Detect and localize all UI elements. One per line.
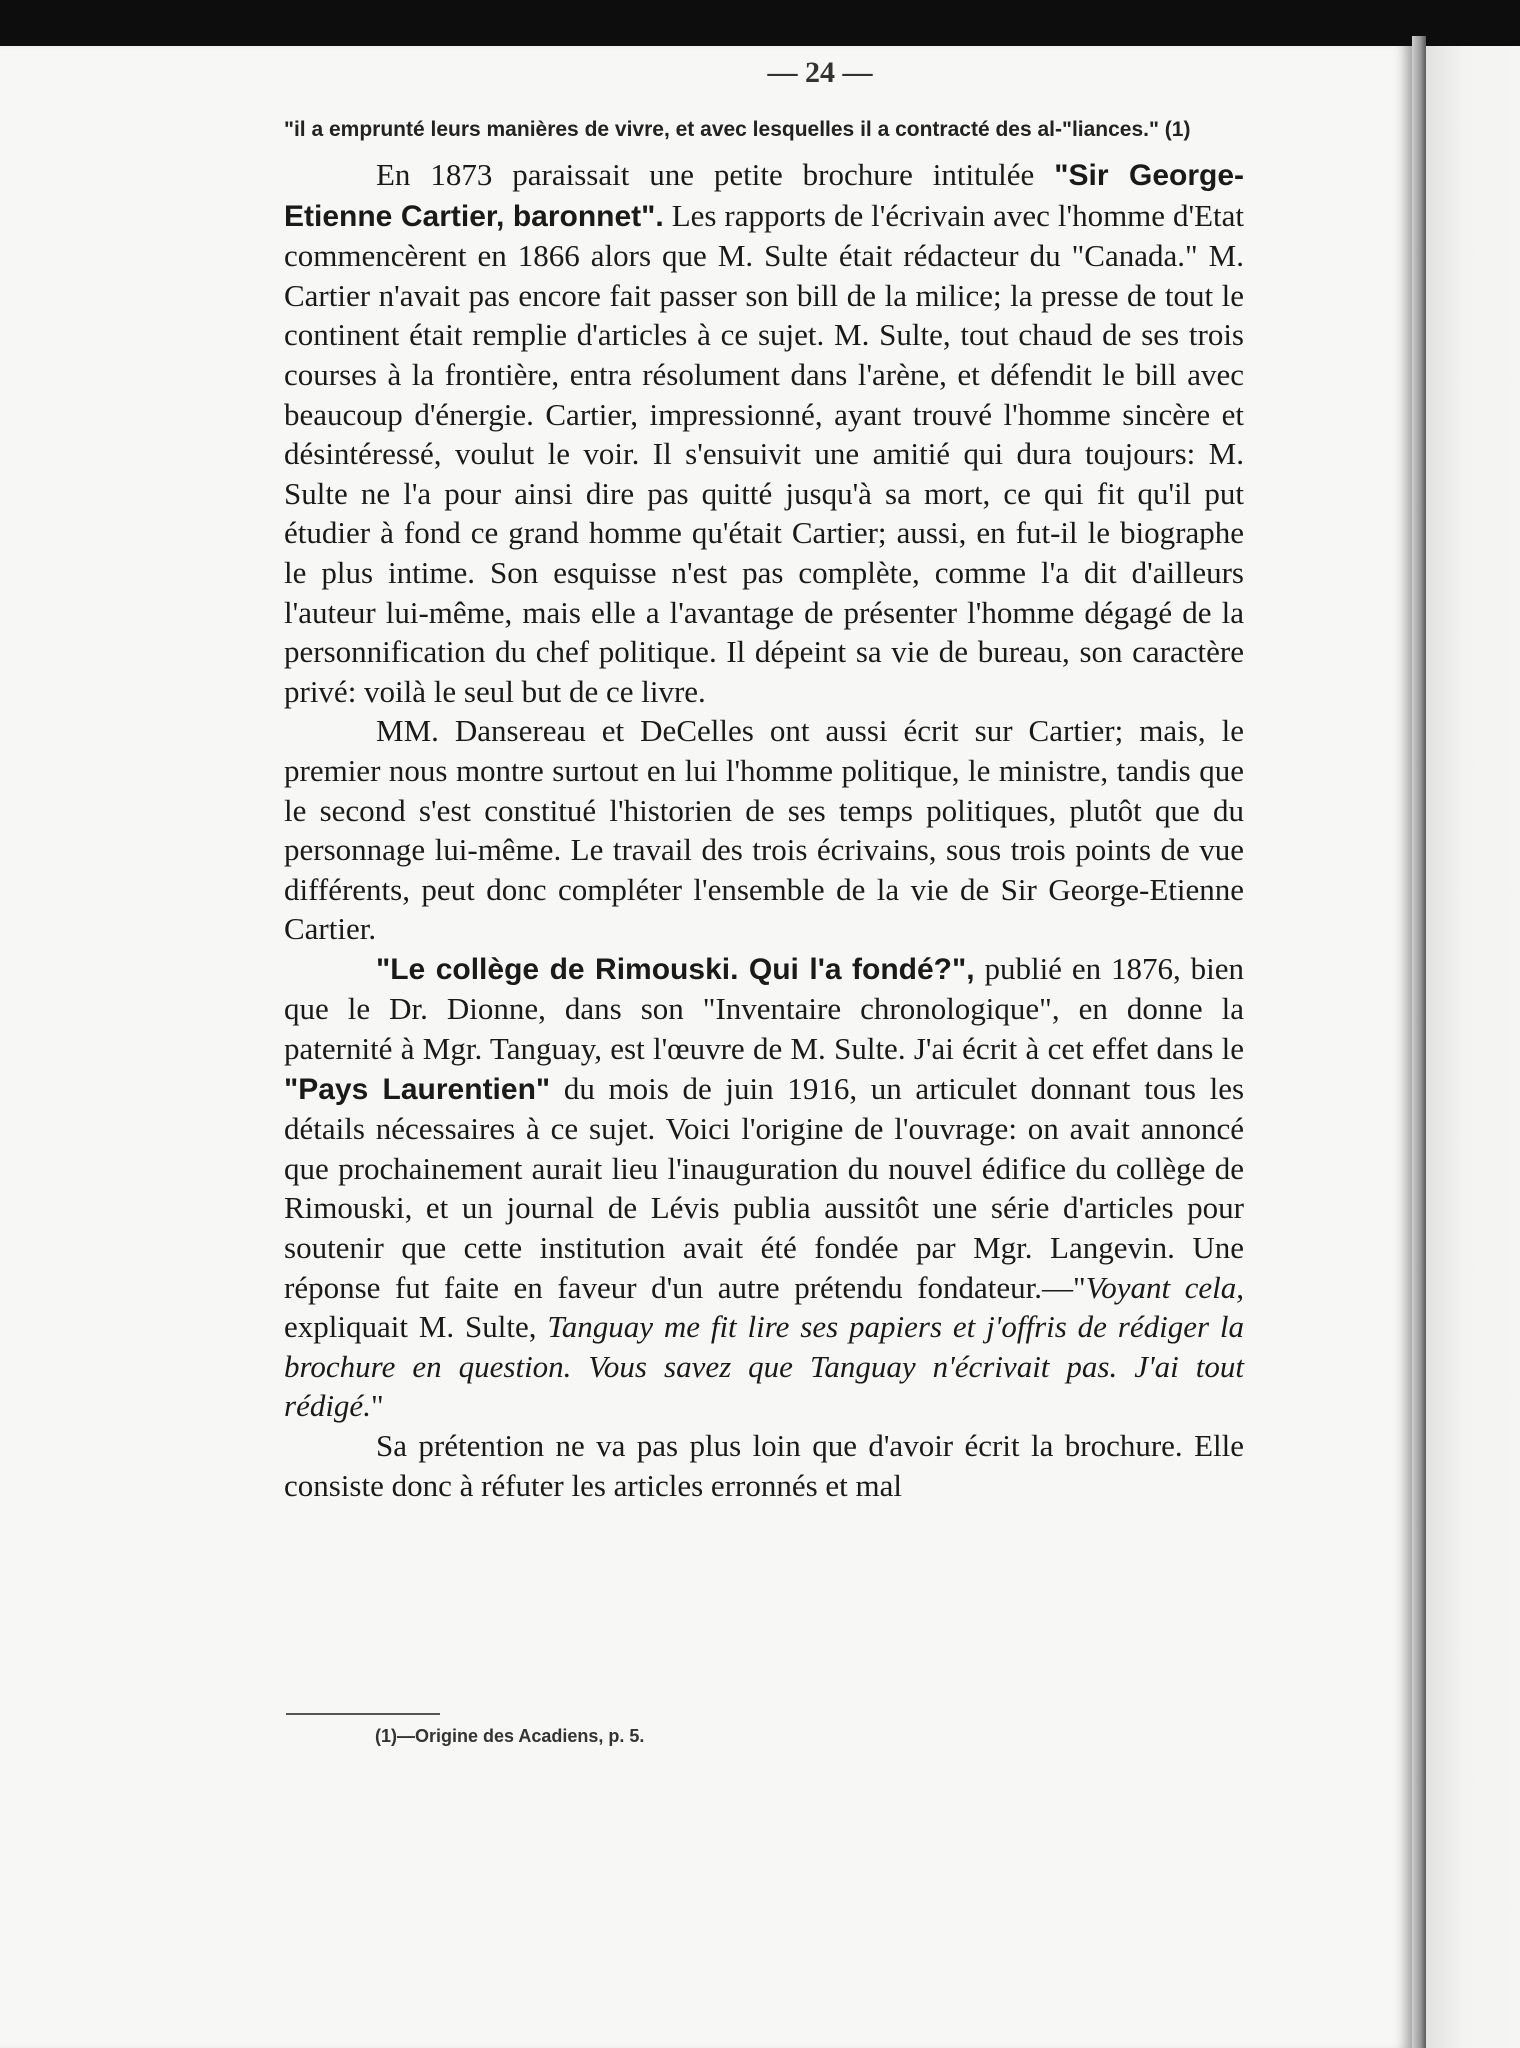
paragraph-body: du mois de juin 1916, un articulet donnant tous les détails nécessaires à ce sujet. Voici l'origine de l'ouvrage: on avait annoncé que prochainement aurait lieu l'inauguration du nouvel édifice du collège de Rimouski, et un journal de Lévis publia aussitôt une série d'articles pour soutenir que cette institution avait été fondée par Mgr. Langevin. Une réponse fut faite en faveur d'un autre prétendu fondateur.—"	[284, 1070, 1245, 1305]
opening-quote: "il a emprunté leurs manières de vivre, et avec lesquelles il a contracté des al-"liances." (1)	[284, 118, 1191, 141]
quote-italic: Voyant cela,	[1085, 1269, 1244, 1305]
page-edge-shadow	[1412, 36, 1426, 2048]
paragraph-lead: En 1873 paraissait une petite brochure intitulée	[376, 157, 1035, 192]
brochure-title-rimouski: "Le collège de Rimouski. Qui l'a fondé?",	[376, 952, 975, 986]
quote-end: "	[370, 1388, 384, 1424]
paragraph-other-biographers: MM. Dansereau et DeCelles ont aussi écrit sur Cartier; mais, le premier nous montre surtout en lui l'homme politique, le ministre, tandis que le second s'est constitué l'historien de ses temps politiques, plutôt que du personnage lui-même. Le travail des trois écrivains, sous trois points de vue différents, peut donc compléter l'ensemble de la vie de Sir George-Etienne Cartier.	[284, 713, 1244, 947]
paragraph-cartier-brochure	[284, 155, 1244, 711]
paragraph-pretention: Sa prétention ne va pas plus loin que d'avoir écrit la brochure. Elle consiste donc à réfuter les articles erronnés et mal	[284, 1428, 1244, 1503]
journal-title: "Pays Laurentien"	[284, 1072, 551, 1106]
quote-attribution: expliquait M. Sulte,	[284, 1309, 537, 1345]
body-text	[284, 114, 1244, 1505]
brochure-title-cartier: "Sir George-Etienne Cartier, baronnet".	[284, 159, 1245, 233]
quote-italic: Tanguay me fit lire ses papiers et j'offris de rédiger la brochure en question. Vous savez que Tanguay n'écrivait pas. J'ai tout rédigé.	[284, 1309, 1244, 1424]
adjacent-page	[1426, 46, 1520, 2048]
paragraph-body: Les rapports de l'écrivain avec l'homme d'Etat commencèrent en 1866 alors que M. Sulte était rédacteur du "Canada." M. Cartier n'avait pas encore fait passer son bill de la milice; la presse de tout le continent était remplie d'articles à ce sujet. M. Sulte, tout chaud de ses trois courses à la frontière, entra résolument dans l'arène, et défendit le bill avec beaucoup d'énergie. Cartier, impressionné, ayant trouvé l'homme sincère et désintéressé, voulut le voir. Il s'ensuivit une amitié qui dura toujours: M. Sulte ne l'a pour ainsi dire pas quitté jusqu'à sa mort, ce qui fit qu'il put étudier à fond ce grand homme qu'était Cartier; aussi, en fut-il le biographe le plus intime. Son esquisse n'est pas complète, comme l'a dit d'ailleurs l'auteur lui-même, mais elle a l'avantage de présenter l'homme dégagé de la personnification du chef politique. Il dépeint sa vie de bureau, son caractère privé: voilà le seul but de ce livre.	[284, 197, 1245, 709]
paragraph-body: publié en 1876, bien que le Dr. Dionne, dans son "Inventaire chronologique", en donne la paternité à Mgr. Tanguay, est l'œuvre de M. Sulte. J'ai écrit à cet effet dans le	[284, 950, 1245, 1067]
page-number: — 24 —	[767, 56, 873, 89]
footnote: (1)—Origine des Acadiens, p. 5.	[375, 1726, 645, 1746]
paragraph-rimouski	[284, 949, 1244, 1426]
footnote-rule	[286, 1713, 440, 1715]
book-page	[0, 46, 1412, 2048]
